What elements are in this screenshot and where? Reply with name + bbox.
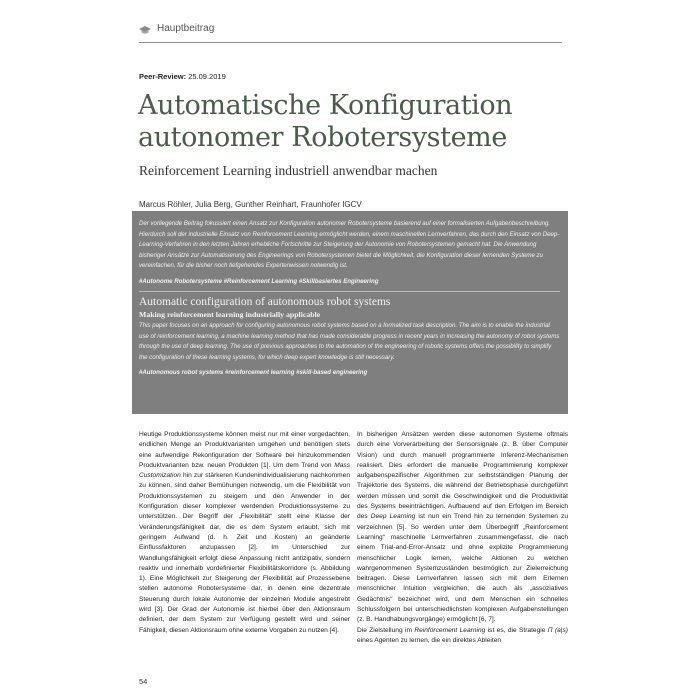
abstract-box bbox=[132, 211, 568, 414]
emphasis-reinforcement-learning: Reinforcement Learning bbox=[414, 626, 486, 634]
article-title bbox=[138, 90, 568, 154]
article-subtitle: Reinforcement Learning industriell anwendbar machen bbox=[139, 163, 438, 178]
title-line-1: Automatische Konfiguration bbox=[138, 90, 513, 121]
body-column-left bbox=[139, 430, 350, 636]
abstract-english: This paper focuses on an approach for configuring autonomous robot systems based on a formalized task description. The aim is to enable the industrial use of reinforcement learning, a machine learning method that has made considerable progress in recent years in increasing the autonomy of robot systems through the use of deep learning. The use of previous approaches to the automation of the engineering of robotic systems offers the possibility to simplify the configuration of these learning systems, for which deep expert knowledge is still necessary. bbox=[139, 321, 560, 361]
paragraph: In bisherigen Ansätzen werden diese autonomen Systeme oftmals durch eine Vorverarbeitung der Sensorsignale (z. B. über Computer Vision) und durch manuell programmierte Inferenz-Mechanismen realisiert. Dies erfordert die manuelle Programmierung komplexer aufgabenspezifischer Algorithmen zur selbstständigen Planung der Trajektorie des Systems, die während der Betriebsphase durchgeführt werden müssen und somit die Geschwindigkeit und die Produktivität des Systems beeinträchtigen. Aufbauend auf den Erfolgen im Bereich des Deep Learning ist nun ein Trend hin zu lernenden Systemen zu verzeichnen [5]. So werden unter dem Überbegriff „Reinforcement Learning“ maschinelle Lernverfahren zusammengefasst, die nach einem Trial-and-Error-Ansatz und ohne explizite Programmierung menschlicher Logik lernen, welche Aktionen zu welchen wahrgenommenen Systemzuständen bestmöglich zur Zielerreichung beitragen. Diese Lernverfahren lassen sich mit dem Erlernen menschlicher Intuition vergleichen, die auch als „assoziatives Gedächtnis“ bezeichnet wird, und dem Menschen ein schnelles Schlussfolgern bei unterschiedlichsten komplexen Aufgabenstellungen (z. B. Handhabungsvorgänge) ermöglicht [6, 7]. bbox=[357, 431, 568, 624]
policy-formula: Π (a|s) bbox=[547, 626, 569, 634]
abstract-english-subtitle: Making reinforcement learning industrially applicable bbox=[139, 309, 321, 319]
emphasis-mass-customization: Mass Customization bbox=[139, 461, 350, 480]
keywords-english: #Autonomous robot systems #reinforcement learning #skill-based engineering bbox=[139, 369, 368, 377]
graduation-cap-icon bbox=[139, 24, 151, 36]
abstract-english-title: Automatic configuration of autonomous robot systems bbox=[139, 295, 391, 308]
keywords-german: #Autonome Robotersysteme #Reinforcement Learning #Skillbasiertes Engineering bbox=[139, 277, 379, 285]
emphasis-deep-learning: Deep Learning bbox=[370, 513, 416, 521]
paragraph: Heutige Produktionssysteme können meist nur mit einer vorgedachten, endlichen Menge an Produktvarianten umgehen und benötigen stets eine aufwendige Rekonfiguration der Software bei hinzukommenden Produktvarianten bzw. neuen Produkten [1]. Um dem Trend von Mass Customization hin zur stärkeren Kundenindividualisierung nachkommen zu können, sind daher Bemühungen notwendig, um die Flexibilität von Produktionssystemen zu steigern und den Anwender in der Konfiguration dieser komplexer werdenden Produktionssysteme zu unterstützen. Der Begriff der „Flexibilität“ stellt eine Klasse der Veränderungsfähigkeit dar, die es dem System erlaubt, sich mit geringem Aufwand (d. h. Zeit und Kosten) an geänderte Einflussfaktoren anzupassen [2]. Im Unterschied zur Wandlungsfähigkeit erfolgt diese Anpassung nicht antizipativ, sondern reaktiv und innerhalb vordefinierter Flexibilitätskorridore (s. Abbildung 1). Eine Möglichkeit zur Steigerung der Flexibilität auf Prozessebene stellen autonome Robotersysteme dar, in denen eine dezentrale Steuerung durch lokale Autonomie der einzelnen Module angestrebt wird [3]. Der Grad der Autonomie ist hierbei über den Aktionsraum definiert, der dem System zur Verfügung gestellt wird und seiner Fähigkeit, diesen Aktionsraum ohne externe Vorgaben zu nutzen [4]. bbox=[139, 431, 350, 634]
abstract-divider bbox=[139, 291, 560, 292]
peer-review-date: 25.09.2019 bbox=[188, 72, 226, 81]
paragraph: Die Zielstellung im Reinforcement Learning ist es, die Strategie Π (a|s) eines Agenten zu lernen, die ein direktes Ableiten bbox=[357, 626, 569, 644]
section-label: Hauptbeitrag bbox=[157, 23, 215, 34]
peer-review-label: Peer-Review: bbox=[139, 72, 187, 81]
peer-review-line bbox=[139, 72, 226, 81]
abstract-german: Der vorliegende Beitrag fokussiert einen Ansatz zur Konfiguration autonomer Robotersysteme basierend auf einer formalisierten Aufgabenbeschreibung. Hierdurch soll der industrielle Einsatz von Reinforcement Learning ermöglicht werden, einem maschinellen Lernverfahren, das durch den Einsatz von Deep-Learning-Verfahren in den letzten Jahren erhebliche Fortschritte zur Steigerung der Autonomie von Robotersystemen gemacht hat. Die Anwendung bisheriger Ansätze zur Automatisierung des Engineerings von Robotersystemen bietet die Möglichkeit, die Konfiguration dieser lernenden Systeme zu vereinfachen, für die bisher noch tiefgehendes Expertenwissen notwendig ist. bbox=[139, 220, 560, 270]
page-number: 54 bbox=[139, 677, 148, 686]
body-column-right bbox=[357, 430, 568, 646]
authors: Marcus Röhler, Julia Berg, Gunther Reinhart, Fraunhofer IGCV bbox=[139, 200, 362, 209]
running-header bbox=[139, 21, 562, 43]
title-line-2: autonomer Robotersysteme bbox=[138, 122, 507, 153]
